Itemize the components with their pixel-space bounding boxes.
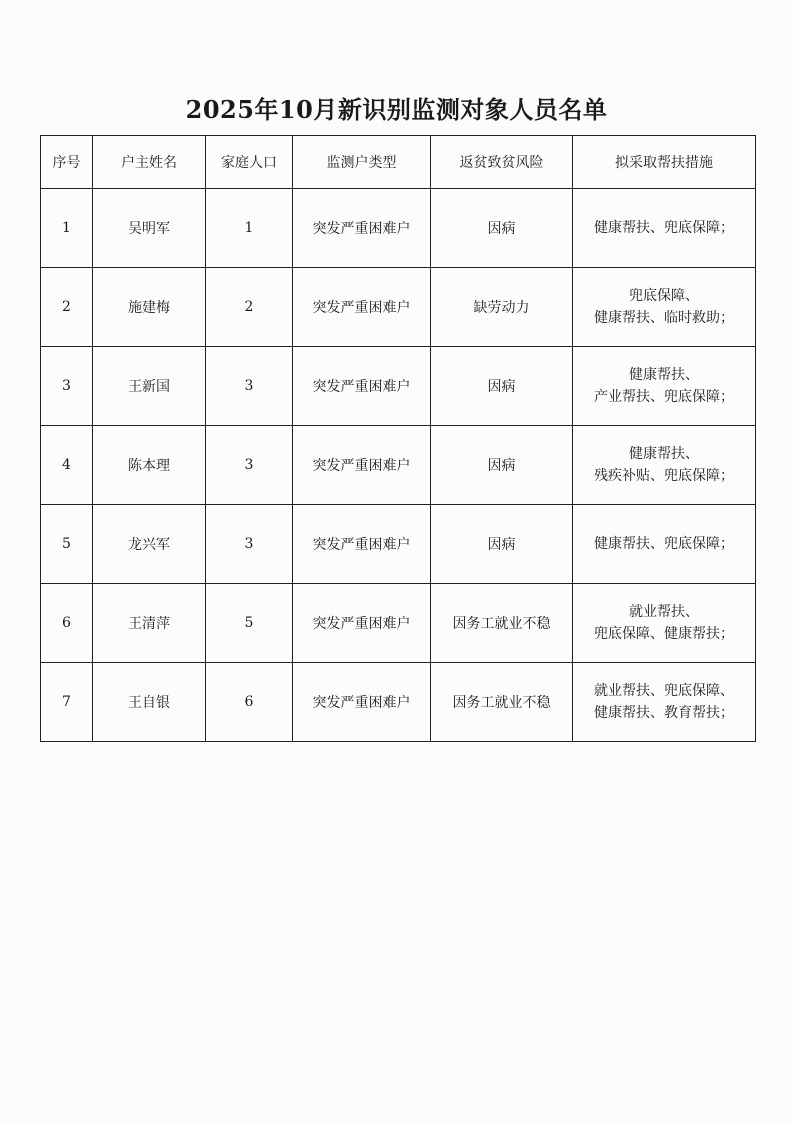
cell-household-size: 1 [206, 189, 293, 268]
cell-index: 6 [41, 584, 93, 663]
measure-line: 健康帮扶、兜底保障； [594, 536, 734, 552]
cell-risk: 缺劳动力 [431, 268, 573, 347]
cell-index: 3 [41, 347, 93, 426]
cell-measures [573, 189, 756, 268]
cell-name: 吴明军 [93, 189, 206, 268]
cell-risk: 因病 [431, 189, 573, 268]
cell-household-size: 3 [206, 505, 293, 584]
table-row [41, 663, 756, 742]
cell-household-size: 5 [206, 584, 293, 663]
measure-line: 残疾补贴、兜底保障； [594, 468, 734, 484]
cell-household-type: 突发严重困难户 [293, 268, 431, 347]
table-header-row [41, 136, 756, 189]
header-household-size: 家庭人口 [206, 136, 293, 189]
cell-name: 陈本理 [93, 426, 206, 505]
cell-index: 7 [41, 663, 93, 742]
table-row [41, 584, 756, 663]
cell-household-type: 突发严重困难户 [293, 189, 431, 268]
table-row [41, 505, 756, 584]
measure-line: 就业帮扶、兜底保障、 [594, 683, 734, 699]
table-row [41, 268, 756, 347]
measure-line: 健康帮扶、临时救助； [594, 310, 734, 326]
table-row [41, 347, 756, 426]
cell-household-type: 突发严重困难户 [293, 505, 431, 584]
header-risk: 返贫致贫风险 [431, 136, 573, 189]
measure-line: 就业帮扶、 [629, 604, 699, 620]
table-row [41, 426, 756, 505]
measure-line: 健康帮扶、兜底保障； [594, 220, 734, 236]
cell-household-size: 2 [206, 268, 293, 347]
cell-household-size: 3 [206, 426, 293, 505]
page-title: 2025年10月新识别监测对象人员名单 [185, 95, 608, 124]
cell-risk: 因病 [431, 505, 573, 584]
cell-index: 4 [41, 426, 93, 505]
cell-measures [573, 663, 756, 742]
cell-name: 王清萍 [93, 584, 206, 663]
measure-line: 兜底保障、 [629, 288, 699, 304]
measure-line: 健康帮扶、 [629, 446, 699, 462]
measure-line: 健康帮扶、教育帮扶； [594, 705, 734, 721]
measure-line: 产业帮扶、兜底保障； [594, 389, 734, 405]
header-name: 户主姓名 [93, 136, 206, 189]
table-row [41, 189, 756, 268]
cell-measures [573, 347, 756, 426]
cell-measures [573, 584, 756, 663]
header-household-type: 监测户类型 [293, 136, 431, 189]
cell-index: 5 [41, 505, 93, 584]
cell-name: 王自银 [93, 663, 206, 742]
cell-measures [573, 426, 756, 505]
cell-household-type: 突发严重困难户 [293, 347, 431, 426]
measure-line: 兜底保障、健康帮扶； [594, 626, 734, 642]
cell-risk: 因病 [431, 347, 573, 426]
cell-household-type: 突发严重困难户 [293, 426, 431, 505]
cell-measures [573, 505, 756, 584]
cell-risk: 因务工就业不稳 [431, 584, 573, 663]
measure-line: 健康帮扶、 [629, 367, 699, 383]
cell-household-size: 6 [206, 663, 293, 742]
table-body [41, 189, 756, 742]
cell-household-type: 突发严重困难户 [293, 584, 431, 663]
cell-household-type: 突发严重困难户 [293, 663, 431, 742]
cell-index: 2 [41, 268, 93, 347]
cell-risk: 因务工就业不稳 [431, 663, 573, 742]
cell-index: 1 [41, 189, 93, 268]
cell-risk: 因病 [431, 426, 573, 505]
roster-table [40, 135, 756, 742]
cell-measures [573, 268, 756, 347]
cell-household-size: 3 [206, 347, 293, 426]
cell-name: 龙兴军 [93, 505, 206, 584]
header-measures: 拟采取帮扶措施 [573, 136, 756, 189]
header-index: 序号 [41, 136, 93, 189]
cell-name: 王新国 [93, 347, 206, 426]
cell-name: 施建梅 [93, 268, 206, 347]
